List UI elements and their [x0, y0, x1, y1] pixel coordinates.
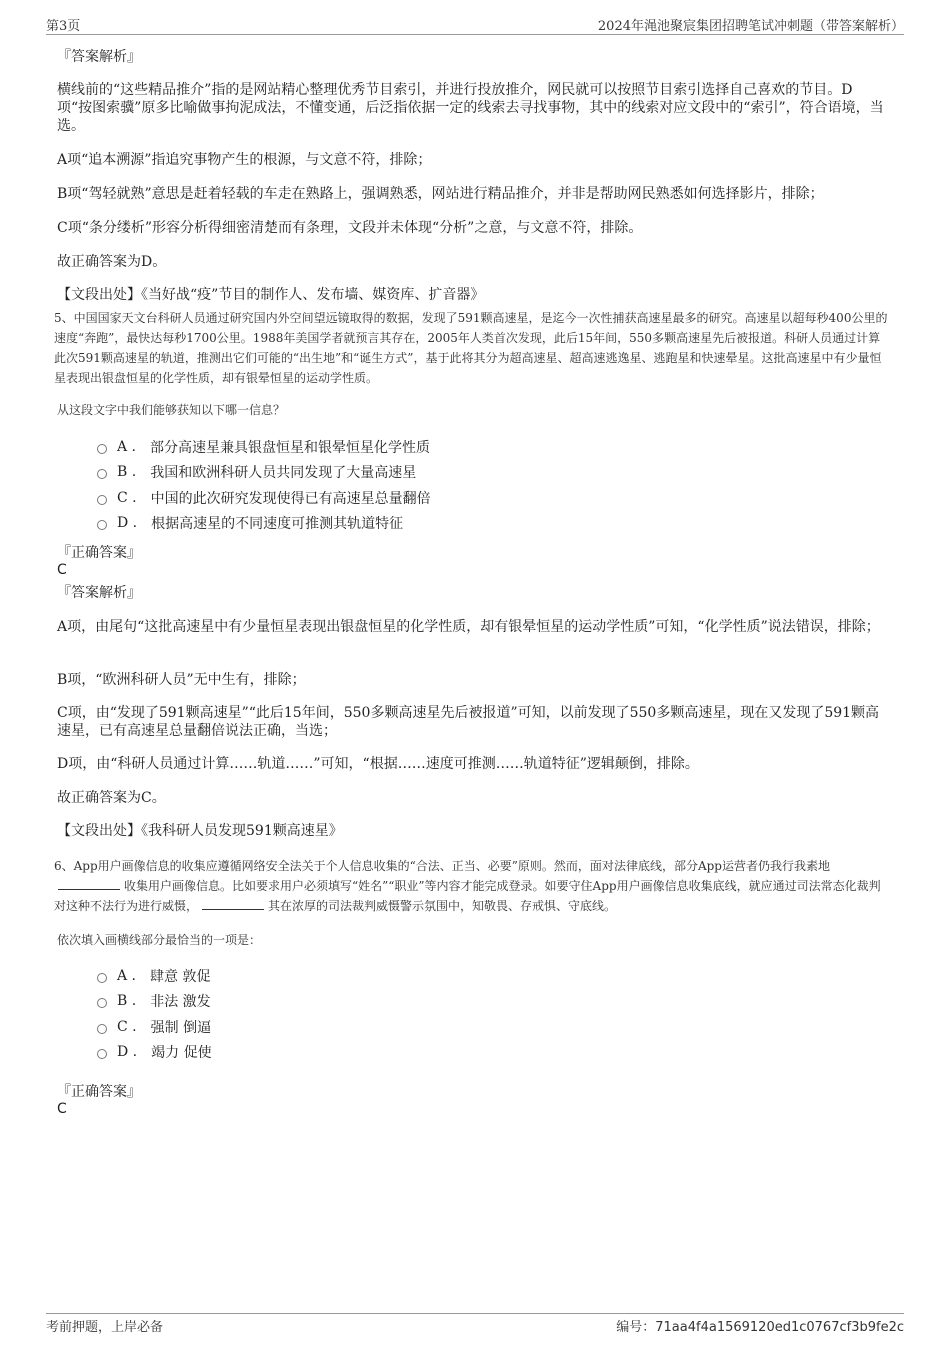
q5-options [97, 434, 431, 536]
q6-correct-label: 『正确答案』 [57, 1084, 141, 1100]
document-code: 编号：71aa4f4a1569120ed1c0767cf3b9fe2c [616, 1320, 904, 1335]
q6-correct-answer: C [57, 1101, 67, 1117]
radio-icon[interactable] [97, 998, 107, 1008]
radio-icon[interactable] [97, 1024, 107, 1034]
q5-option-d[interactable]: D . 根据高速星的不同速度可推测其轨道特征 [97, 511, 431, 537]
radio-icon[interactable] [97, 1049, 107, 1059]
q5-analysis-d: D项，由“科研人员通过计算……轨道……”可知，“根据……速度可推测……轨道特征”逻辑颠倒，排除。 [57, 756, 699, 772]
q5-analysis-a: A项，由尾句“这批高速星中有少量恒星表现出银盘恒星的化学性质，却有银晕恒星的运动学性质”可知，“化学性质”说法错误，排除； [57, 619, 880, 635]
q5-option-c[interactable]: C . 中国的此次研究发现使得已有高速星总量翻倍 [97, 485, 431, 511]
radio-icon[interactable] [97, 973, 107, 983]
q6-options [97, 963, 212, 1065]
q5-option-a[interactable]: A . 部分高速星兼具银盘恒星和银晕恒星化学性质 [97, 434, 431, 460]
q6-option-d[interactable]: D . 竭力 促使 [97, 1040, 212, 1066]
q5-source: 【文段出处】《我科研人员发现591颗高速星》 [57, 823, 343, 839]
q6-option-a[interactable]: A . 肆意 敦促 [97, 963, 212, 989]
q4-analysis-label: 『答案解析』 [57, 49, 141, 65]
radio-icon[interactable] [97, 444, 107, 454]
answer-blank-2 [202, 897, 264, 910]
q4-analysis-main: 横线前的“这些精品推介”指的是网站精心整理优秀节目索引，并进行投放推介，网民就可以按照节目索引选择自己喜欢的节目。D项“按图索骥”原多比喻做事拘泥成法，不懂变通，后泛指依据一定的线索去寻找事物，其中的线索对应文段中的“索引”，符合语境，当选。 [57, 82, 884, 134]
q4-conclusion: 故正确答案为D。 [57, 254, 167, 270]
footer-slogan: 考前押题，上岸必备 [46, 1320, 164, 1335]
q6-option-b[interactable]: B . 非法 激发 [97, 989, 212, 1015]
q4-analysis-a: A项“追本溯源”指追究事物产生的根源，与文意不符，排除； [57, 152, 432, 168]
q4-analysis-b: B项“驾轻就熟”意思是赶着轻载的车走在熟路上，强调熟悉，网站进行精品推介，并非是帮助网民熟悉如何选择影片，排除； [57, 186, 824, 202]
q5-correct-label: 『正确答案』 [57, 545, 141, 561]
q4-analysis-c: C项“条分缕析”形容分析得细密清楚而有条理，文段并未体现“分析”之意，与文意不符，排除。 [57, 220, 643, 236]
page-number: 第3页 [46, 19, 81, 34]
q5-option-b[interactable]: B . 我国和欧洲科研人员共同发现了大量高速星 [97, 460, 431, 486]
radio-icon[interactable] [97, 469, 107, 479]
q5-conclusion: 故正确答案为C。 [57, 790, 166, 806]
q5-stem: 5、中国国家天文台科研人员通过研究国内外空间望远镜取得的数据，发现了591颗高速星，是迄今一次性捕获高速星最多的研究。高速星以超每秒400公里的速度“奔跑”，最快达每秒1700公里。1988年美国学者就预言其存在，2005年人类首次发现，此后15年间，550多颗高速星先后被报道。科研人员通过计算此次591颗高速星的轨道，推测出它们可能的“出生地”和“诞生方式”，基于此将其分为超高速星、超高速逃逸星、逃跑星和快速晕星。这批高速星中有少量恒星表现出银盘恒星的化学性质，却有银晕恒星的运动学性质。 [54, 311, 888, 385]
document-title: 2024年渑池聚宸集团招聘笔试冲刺题（带答案解析） [597, 19, 904, 34]
q6-option-c[interactable]: C . 强制 倒逼 [97, 1014, 212, 1040]
page-header [46, 12, 904, 35]
q5-analysis-b: B项，“欧洲科研人员”无中生有，排除； [57, 672, 306, 688]
page-footer [46, 1313, 904, 1334]
q5-correct-answer: C [57, 562, 67, 578]
radio-icon[interactable] [97, 495, 107, 505]
answer-blank-1 [58, 877, 120, 890]
q6-question: 依次填入画横线部分最恰当的一项是： [57, 933, 262, 947]
q5-question: 从这段文字中我们能够获知以下哪一信息？ [57, 403, 286, 417]
q4-source: 【文段出处】《当好战“疫”节目的制作人、发布墙、媒资库、扩音器》 [57, 287, 485, 303]
radio-icon[interactable] [97, 520, 107, 530]
q5-analysis-c: C项，由“发现了591颗高速星”“此后15年间，550多颗高速星先后被报道”可知，以前发现了550多颗高速星，现在又发现了591颗高速星，已有高速星总量翻倍说法正确，当选； [57, 705, 880, 739]
q5-analysis-label: 『答案解析』 [57, 585, 141, 601]
q6-stem: 6、App用户画像信息的收集应遵循网络安全法关于个人信息收集的“合法、正当、必要”原则。然而，面对法律底线，部分App运营者仍我行我素地收集用户画像信息。比如要求用户必须填写“姓名”“职业”等内容才能完成登录。如要守住App用户画像信息收集底线，就应通过司法常态化裁判对这种不法行为进行威慑， 其在浓厚的司法裁判威慑警示氛围中，知敬畏、存戒惧、守底线。 [54, 859, 881, 913]
